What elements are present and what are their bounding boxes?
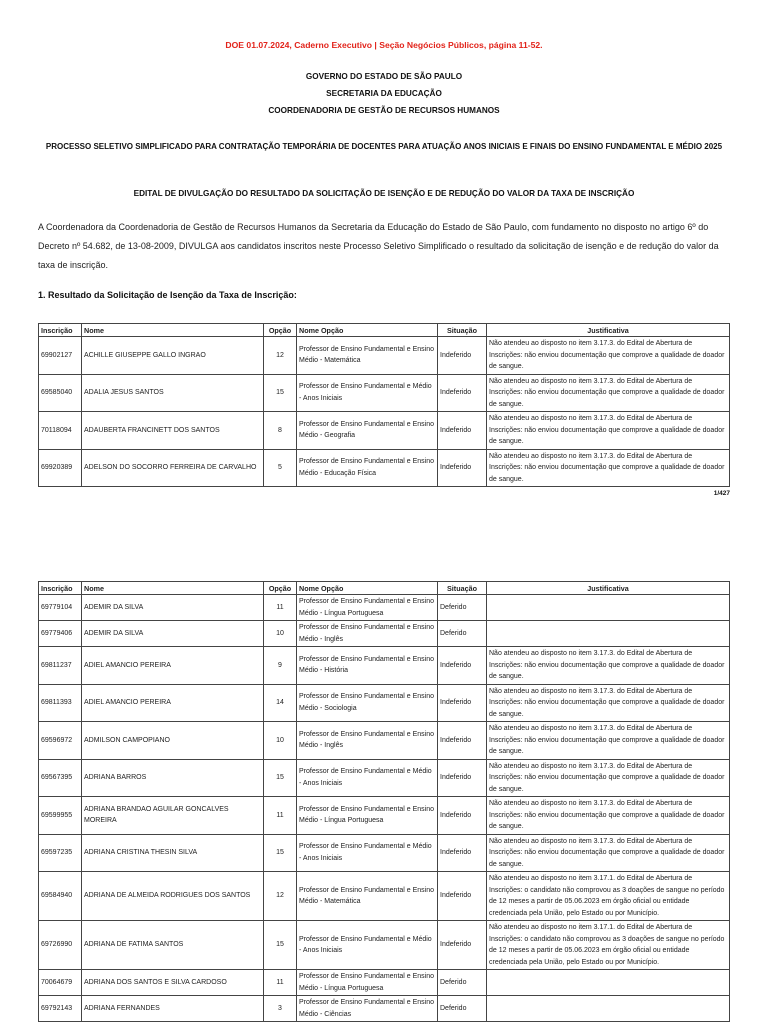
cell-situacao: Indeferido [438, 722, 487, 760]
col-opcao: Opção [264, 582, 297, 595]
table-header-row [39, 582, 730, 595]
cell-inscricao: 69597235 [39, 834, 82, 872]
col-situacao: Situação [438, 582, 487, 595]
cell-nome-opcao: Professor de Ensino Fundamental e Ensino Médio - Língua Portuguesa [297, 595, 438, 621]
cell-justificativa: Não atendeu ao disposto no item 3.17.3. do Edital de Abertura de Inscrições: não enviou documentação que comprove a qualidade de doador de sangue. [487, 449, 730, 487]
cell-nome: ADIEL AMANCIO PEREIRA [82, 647, 264, 685]
cell-inscricao: 69779406 [39, 621, 82, 647]
cell-justificativa [487, 970, 730, 996]
cell-nome-opcao: Professor de Ensino Fundamental e Ensino Médio - Sociologia [297, 684, 438, 722]
cell-situacao: Indeferido [438, 647, 487, 685]
cell-inscricao: 69792143 [39, 996, 82, 1022]
cell-nome: ADEMIR DA SILVA [82, 595, 264, 621]
col-nome-opcao: Nome Opção [297, 324, 438, 337]
cell-opcao: 5 [264, 449, 297, 487]
cell-nome: ADRIANA DE ALMEIDA RODRIGUES DOS SANTOS [82, 872, 264, 921]
cell-inscricao: 69726990 [39, 921, 82, 970]
cell-opcao: 15 [264, 374, 297, 412]
cell-nome: ADIEL AMANCIO PEREIRA [82, 684, 264, 722]
cell-nome-opcao: Professor de Ensino Fundamental e Ensino Médio - Inglês [297, 621, 438, 647]
cell-justificativa: Não atendeu ao disposto no item 3.17.1. do Edital de Abertura de Inscrições: o candidato não comprovou as 3 doações de sangue no período de 12 meses a partir de 05.06.2023 em órgão oficial ou entidade credenciada pela União, pelo Estado ou por Município. [487, 921, 730, 970]
cell-inscricao: 69596972 [39, 722, 82, 760]
col-nome: Nome [82, 324, 264, 337]
cell-opcao: 15 [264, 759, 297, 797]
cell-opcao: 12 [264, 872, 297, 921]
cell-situacao: Indeferido [438, 684, 487, 722]
col-nome: Nome [82, 582, 264, 595]
table-row [39, 621, 730, 647]
cell-justificativa: Não atendeu ao disposto no item 3.17.3. do Edital de Abertura de Inscrições: não enviou documentação que comprove a qualidade de doador de sangue. [487, 337, 730, 375]
table-row [39, 797, 730, 835]
cell-opcao: 8 [264, 412, 297, 450]
cell-nome: ADRIANA BARROS [82, 759, 264, 797]
cell-nome-opcao: Professor de Ensino Fundamental e Ensino Médio - Geografia [297, 412, 438, 450]
col-nome-opcao: Nome Opção [297, 582, 438, 595]
cell-nome: ADRIANA CRISTINA THESIN SILVA [82, 834, 264, 872]
cell-justificativa: Não atendeu ao disposto no item 3.17.3. do Edital de Abertura de Inscrições: não enviou documentação que comprove a qualidade de doador de sangue. [487, 759, 730, 797]
table-row [39, 722, 730, 760]
cell-situacao: Indeferido [438, 921, 487, 970]
cell-situacao: Indeferido [438, 872, 487, 921]
cell-opcao: 12 [264, 337, 297, 375]
table-row [39, 970, 730, 996]
table-row [39, 595, 730, 621]
document-page-2 [0, 560, 768, 1024]
cell-situacao: Deferido [438, 621, 487, 647]
section-title: 1. Resultado da Solicitação de Isenção da Taxa de Inscrição: [38, 290, 297, 300]
cell-inscricao: 69920389 [39, 449, 82, 487]
table-row [39, 684, 730, 722]
edital-title: EDITAL DE DIVULGAÇÃO DO RESULTADO DA SOLICITAÇÃO DE ISENÇÃO E DE REDUÇÃO DO VALOR DA TAXA DE INSCRIÇÃO [133, 189, 635, 198]
cell-inscricao: 69811237 [39, 647, 82, 685]
cell-inscricao: 69779104 [39, 595, 82, 621]
table-row [39, 921, 730, 970]
cell-nome-opcao: Professor de Ensino Fundamental e Ensino Médio - Matemática [297, 337, 438, 375]
cell-nome: ADEMIR DA SILVA [82, 621, 264, 647]
cell-nome-opcao: Professor de Ensino Fundamental e Médio - Anos Iniciais [297, 374, 438, 412]
cell-situacao: Indeferido [438, 337, 487, 375]
cell-justificativa [487, 595, 730, 621]
intro-paragraph: A Coordenadora da Coordenadoria de Gestão de Recursos Humanos da Secretaria da Educação do Estado de São Paulo, com fundamento no disposto no artigo 6º do Decreto nº 54.682, de 13-08-2009, DIVULGA aos candidatos inscritos neste Processo Seletivo Simplificado o resultado da solicitação de isenção e de redução do valor da taxa de inscrição. [38, 222, 719, 270]
cell-justificativa: Não atendeu ao disposto no item 3.17.3. do Edital de Abertura de Inscrições: não enviou documentação que comprove a qualidade de doador de sangue. [487, 834, 730, 872]
table-row [39, 647, 730, 685]
cell-nome: ACHILLE GIUSEPPE GALLO INGRAO [82, 337, 264, 375]
cell-nome: ADMILSON CAMPOPIANO [82, 722, 264, 760]
header-coordination: COORDENADORIA DE GESTÃO DE RECURSOS HUMANOS [268, 106, 500, 115]
cell-nome-opcao: Professor de Ensino Fundamental e Médio - Anos Iniciais [297, 759, 438, 797]
page-number: 1/427 [713, 490, 730, 497]
cell-nome-opcao: Professor de Ensino Fundamental e Ensino Médio - Língua Portuguesa [297, 797, 438, 835]
table-row [39, 412, 730, 450]
table-row [39, 834, 730, 872]
cell-opcao: 10 [264, 621, 297, 647]
cell-nome: ADRIANA FERNANDES [82, 996, 264, 1022]
cell-inscricao: 69584940 [39, 872, 82, 921]
cell-inscricao: 69811393 [39, 684, 82, 722]
cell-situacao: Deferido [438, 595, 487, 621]
col-justificativa: Justificativa [487, 582, 730, 595]
table-row [39, 996, 730, 1022]
results-table-2 [38, 581, 730, 1022]
cell-justificativa: Não atendeu ao disposto no item 3.17.3. do Edital de Abertura de Inscrições: não enviou documentação que comprove a qualidade de doador de sangue. [487, 412, 730, 450]
header-secretariat: SECRETARIA DA EDUCAÇÃO [326, 89, 442, 98]
cell-situacao: Indeferido [438, 797, 487, 835]
cell-justificativa: Não atendeu ao disposto no item 3.17.3. do Edital de Abertura de Inscrições: não enviou documentação que comprove a qualidade de doador de sangue. [487, 722, 730, 760]
cell-opcao: 3 [264, 996, 297, 1022]
cell-opcao: 11 [264, 797, 297, 835]
cell-inscricao: 69567395 [39, 759, 82, 797]
cell-opcao: 15 [264, 921, 297, 970]
cell-nome-opcao: Professor de Ensino Fundamental e Médio - Anos Iniciais [297, 834, 438, 872]
cell-situacao: Indeferido [438, 759, 487, 797]
page-gap [0, 540, 768, 560]
table-row [39, 337, 730, 375]
header-government: GOVERNO DO ESTADO DE SÃO PAULO [305, 72, 463, 81]
cell-nome-opcao: Professor de Ensino Fundamental e Médio - Anos Iniciais [297, 921, 438, 970]
cell-inscricao: 69585040 [39, 374, 82, 412]
cell-nome: ADRIANA BRANDAO AGUILAR GONCALVES MOREIRA [82, 797, 264, 835]
table-header-row [39, 324, 730, 337]
cell-justificativa: Não atendeu ao disposto no item 3.17.3. do Edital de Abertura de Inscrições: não enviou documentação que comprove a qualidade de doador de sangue. [487, 797, 730, 835]
cell-justificativa: Não atendeu ao disposto no item 3.17.3. do Edital de Abertura de Inscrições: não enviou documentação que comprove a qualidade de doador de sangue. [487, 374, 730, 412]
results-table-1 [38, 323, 730, 487]
cell-situacao: Indeferido [438, 449, 487, 487]
table-row [39, 449, 730, 487]
table-row [39, 759, 730, 797]
cell-opcao: 10 [264, 722, 297, 760]
cell-situacao: Indeferido [438, 374, 487, 412]
cell-nome: ADRIANA DOS SANTOS E SILVA CARDOSO [82, 970, 264, 996]
cell-situacao: Indeferido [438, 412, 487, 450]
cell-nome-opcao: Professor de Ensino Fundamental e Ensino Médio - Matemática [297, 872, 438, 921]
cell-nome: ADALIA JESUS SANTOS [82, 374, 264, 412]
cell-opcao: 11 [264, 970, 297, 996]
col-inscricao: Inscrição [39, 324, 82, 337]
cell-nome-opcao: Professor de Ensino Fundamental e Ensino Médio - História [297, 647, 438, 685]
cell-opcao: 9 [264, 647, 297, 685]
cell-justificativa [487, 621, 730, 647]
table-row [39, 872, 730, 921]
cell-nome-opcao: Professor de Ensino Fundamental e Ensino Médio - Inglês [297, 722, 438, 760]
cell-justificativa: Não atendeu ao disposto no item 3.17.1. do Edital de Abertura de Inscrições: o candidato não comprovou as 3 doações de sangue no período de 12 meses a partir de 05.06.2023 em órgão oficial ou entidade credenciada pela União, pelo Estado ou por Município. [487, 872, 730, 921]
cell-situacao: Deferido [438, 996, 487, 1022]
table-row [39, 374, 730, 412]
cell-situacao: Deferido [438, 970, 487, 996]
col-inscricao: Inscrição [39, 582, 82, 595]
cell-justificativa [487, 996, 730, 1022]
col-opcao: Opção [264, 324, 297, 337]
cell-opcao: 14 [264, 684, 297, 722]
col-situacao: Situação [438, 324, 487, 337]
cell-nome-opcao: Professor de Ensino Fundamental e Ensino Médio - Ciências [297, 996, 438, 1022]
cell-nome-opcao: Professor de Ensino Fundamental e Ensino Médio - Educação Física [297, 449, 438, 487]
process-title: PROCESSO SELETIVO SIMPLIFICADO PARA CONTRATAÇÃO TEMPORÁRIA DE DOCENTES PARA ATUAÇÃO ANOS INICIAIS E FINAIS DO ENSINO FUNDAMENTAL E MÉDIO 2025 [45, 142, 723, 151]
cell-nome: ADAUBERTA FRANCINETT DOS SANTOS [82, 412, 264, 450]
cell-inscricao: 69599955 [39, 797, 82, 835]
cell-opcao: 11 [264, 595, 297, 621]
doe-reference: DOE 01.07.2024, Caderno Executivo | Seção Negócios Públicos, página 11-52. [225, 40, 543, 50]
cell-justificativa: Não atendeu ao disposto no item 3.17.3. do Edital de Abertura de Inscrições: não enviou documentação que comprove a qualidade de doador de sangue. [487, 684, 730, 722]
cell-nome-opcao: Professor de Ensino Fundamental e Ensino Médio - Língua Portuguesa [297, 970, 438, 996]
cell-inscricao: 70064679 [39, 970, 82, 996]
cell-situacao: Indeferido [438, 834, 487, 872]
cell-nome: ADELSON DO SOCORRO FERREIRA DE CARVALHO [82, 449, 264, 487]
cell-nome: ADRIANA DE FATIMA SANTOS [82, 921, 264, 970]
cell-inscricao: 70118094 [39, 412, 82, 450]
cell-justificativa: Não atendeu ao disposto no item 3.17.3. do Edital de Abertura de Inscrições: não enviou documentação que comprove a qualidade de doador de sangue. [487, 647, 730, 685]
col-justificativa: Justificativa [487, 324, 730, 337]
cell-opcao: 15 [264, 834, 297, 872]
cell-inscricao: 69902127 [39, 337, 82, 375]
